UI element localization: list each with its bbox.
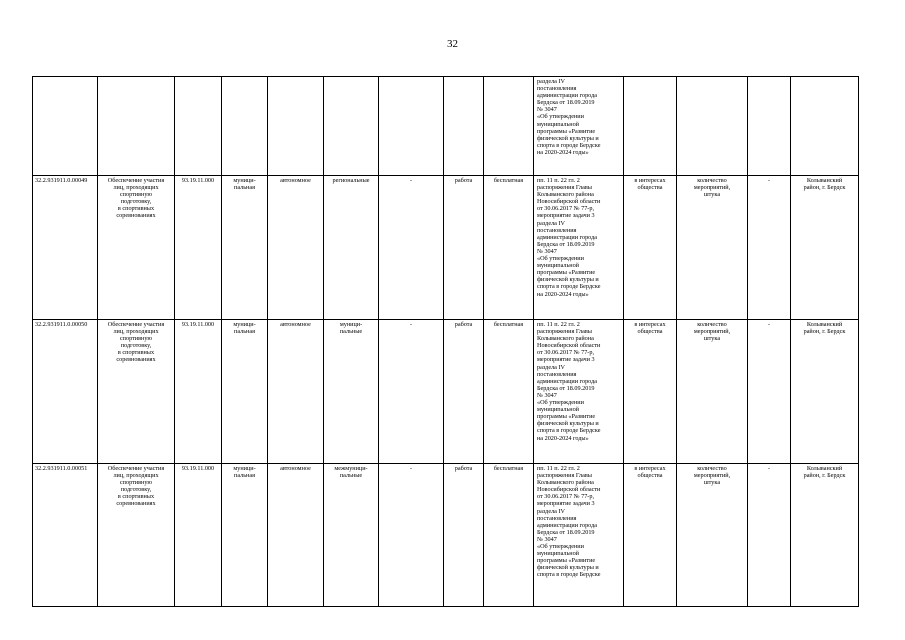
cell-indicator: количество мероприятий, штука [677,464,748,607]
cell-payment: бесплатная [484,176,534,320]
table-row [33,77,859,176]
cell-scope [324,77,379,176]
cell-level: муници- пальная [222,320,268,464]
cell-registry-code: 32.2.931911.0.00050 [33,320,98,464]
cell-scope: муници- пальные [324,320,379,464]
cell-dash: - [748,176,791,320]
cell-okpd-code [175,77,222,176]
cell-dash [748,77,791,176]
cell-dash [379,77,444,176]
cell-dash: - [379,320,444,464]
cell-payment: бесплатная [484,320,534,464]
cell-indicator: количество мероприятий, штука [677,320,748,464]
cell-scope: региональные [324,176,379,320]
cell-okpd-code: 93.19.11.000 [175,320,222,464]
cell-registry-code: 32.2.931911.0.00051 [33,464,98,607]
cell-level: муници- пальная [222,176,268,320]
cell-okpd-code: 93.19.11.000 [175,176,222,320]
cell-interest: в интересах общества [624,176,677,320]
cell-kind [444,77,484,176]
cell-location: Колыванский район, г. Бердск [791,464,859,607]
cell-indicator: количество мероприятий, штука [677,176,748,320]
cell-legal-basis: пп. 11 п. 22 гл. 2 распоряжения Главы Колыванского района Новосибирской области от 30.06.2017 № 77-р, мероприятие задачи 3 раздела IV постановления администрации города Бердска от 18.09.2019 № 3047 «Об утверждении муниципальной программы «Развитие физической культуры и спорта в городе Бердске на 2020-2024 годы» [534,320,624,464]
cell-location: Колыванский район, г. Бердск [791,176,859,320]
cell-indicator [677,77,748,176]
cell-level [222,77,268,176]
page-number: 32 [447,38,458,50]
cell-legal-basis: пп. 11 п. 22 гл. 2 распоряжения Главы Колыванского района Новосибирской области от 30.06.2017 № 77-р, мероприятие задачи 3 раздела IV постановления администрации города Бердска от 18.09.2019 № 3047 «Об утверждении муниципальной программы «Развитие физической культуры и спорта в городе Бердске на 2020-2024 годы» [534,176,624,320]
cell-interest [624,77,677,176]
cell-okpd-code: 93.19.11.000 [175,464,222,607]
table-row [33,320,859,464]
cell-location: Колыванский район, г. Бердск [791,320,859,464]
cell-service-name: Обеспечение участия лиц, проходящих спортивную подготовку, в спортивных соревнованиях [98,464,175,607]
cell-interest: в интересах общества [624,464,677,607]
cell-payment [484,77,534,176]
cell-payment: бесплатная [484,464,534,607]
cell-dash: - [379,464,444,607]
table-row [33,464,859,607]
cell-kind: работа [444,176,484,320]
cell-service-name: Обеспечение участия лиц, проходящих спортивную подготовку, в спортивных соревнованиях [98,320,175,464]
cell-service-name: Обеспечение участия лиц, проходящих спортивную подготовку, в спортивных соревнованиях [98,176,175,320]
cell-level: муници- пальная [222,464,268,607]
cell-scope: межмуници- пальные [324,464,379,607]
cell-kind: работа [444,464,484,607]
cell-service-name [98,77,175,176]
cell-institution-type [268,77,324,176]
cell-dash: - [379,176,444,320]
cell-location [791,77,859,176]
cell-institution-type: автономное [268,176,324,320]
cell-legal-basis: раздела IV постановления администрации города Бердска от 18.09.2019 № 3047 «Об утверждении муниципальной программы «Развитие физической культуры и спорта в городе Бердске на 2020-2024 годы» [534,77,624,176]
cell-institution-type: автономное [268,464,324,607]
cell-institution-type: автономное [268,320,324,464]
cell-dash: - [748,320,791,464]
cell-legal-basis: пп. 11 п. 22 гл. 2 распоряжения Главы Колыванского района Новосибирской области от 30.06.2017 № 77-р, мероприятие задачи 3 раздела IV постановления администрации города Бердска от 18.09.2019 № 3047 «Об утверждении муниципальной программы «Развитие физической культуры и спорта в городе Бердске [534,464,624,607]
cell-registry-code: 32.2.931911.0.00049 [33,176,98,320]
cell-kind: работа [444,320,484,464]
registry-table [32,76,859,607]
cell-interest: в интересах общества [624,320,677,464]
cell-registry-code [33,77,98,176]
cell-dash: - [748,464,791,607]
table-row [33,176,859,320]
